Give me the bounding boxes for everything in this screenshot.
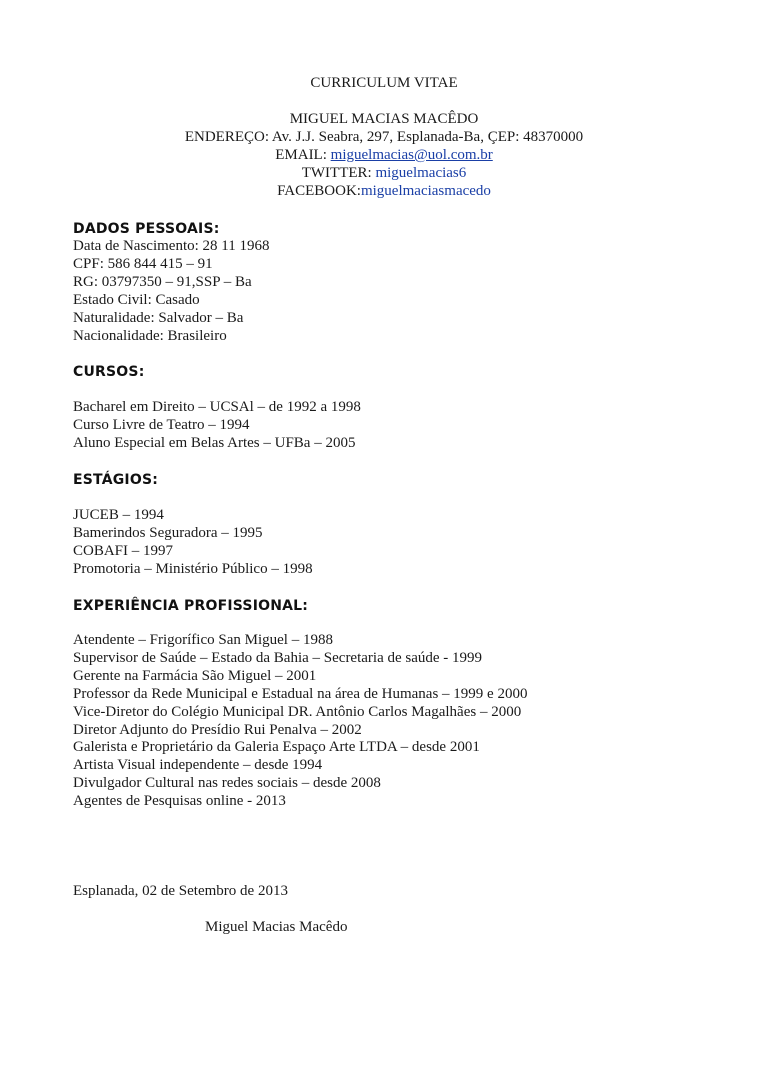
facebook-line — [0, 182, 768, 200]
list-item: Naturalidade: Salvador – Ba — [73, 309, 244, 326]
section-heading-courses: CURSOS: — [73, 364, 145, 380]
twitter-handle: miguelmacias6 — [375, 165, 467, 181]
email-label: EMAIL: — [275, 147, 331, 163]
list-item: Galerista e Proprietário da Galeria Espaço Arte LTDA – desde 2001 — [73, 739, 480, 756]
experience-list — [73, 632, 527, 811]
email-link[interactable]: miguelmacias@uol.com.br — [330, 147, 493, 163]
list-item: Gerente na Farmácia São Miguel – 2001 — [73, 667, 317, 684]
document-title: CURRICULUM VITAE — [310, 75, 458, 91]
list-item: Nacionalidade: Brasileiro — [73, 327, 227, 344]
list-item: Diretor Adjunto do Presídio Rui Penalva – 2002 — [73, 721, 362, 738]
email-line — [0, 146, 768, 164]
list-item: Vice-Diretor do Colégio Municipal DR. Antônio Carlos Magalhães – 2000 — [73, 703, 522, 720]
list-item: Bamerindos Seguradora – 1995 — [73, 524, 263, 541]
list-item: Bacharel em Direito – UCSAl – de 1992 a 1998 — [73, 399, 361, 415]
list-item: CPF: 586 844 415 – 91 — [73, 255, 213, 272]
courses-list — [73, 399, 361, 453]
list-item: Professor da Rede Municipal e Estadual na área de Humanas – 1999 e 2000 — [73, 685, 528, 702]
facebook-handle: miguelmaciasmacedo — [360, 183, 491, 199]
list-item: Promotoria – Ministério Público – 1998 — [73, 560, 313, 577]
address-line: ENDEREÇO: Av. J.J. Seabra, 297, Esplanada-Ba, ÇEP: 48370000 — [184, 129, 584, 145]
list-item: Aluno Especial em Belas Artes – UFBa – 2005 — [73, 434, 356, 451]
signature-name: Miguel Macias Macêdo — [205, 919, 348, 935]
list-item: Curso Livre de Teatro – 1994 — [73, 416, 250, 433]
list-item: Atendente – Frigorífico San Miguel – 1988 — [73, 632, 333, 648]
internships-list — [73, 507, 313, 579]
person-name: MIGUEL MACIAS MACÊDO — [289, 111, 479, 127]
personal-data-list — [73, 238, 269, 345]
twitter-label: TWITTER: — [301, 165, 376, 181]
list-item: COBAFI – 1997 — [73, 542, 174, 559]
list-item: Divulgador Cultural nas redes sociais – desde 2008 — [73, 775, 381, 792]
list-item: RG: 03797350 – 91,SSP – Ba — [73, 273, 252, 290]
list-item: Agentes de Pesquisas online - 2013 — [73, 793, 286, 810]
list-item: Artista Visual independente – desde 1994 — [73, 757, 323, 774]
twitter-line — [0, 164, 768, 182]
list-item: JUCEB – 1994 — [73, 507, 164, 523]
list-item: Supervisor de Saúde – Estado da Bahia – Secretaria de saúde - 1999 — [73, 649, 483, 666]
list-item: Data de Nascimento: 28 11 1968 — [73, 238, 270, 254]
section-heading-internships: ESTÁGIOS: — [73, 472, 159, 488]
facebook-label: FACEBOOK: — [277, 183, 361, 199]
place-and-date: Esplanada, 02 de Setembro de 2013 — [73, 883, 288, 899]
section-heading-personal: DADOS PESSOAIS: — [73, 221, 220, 237]
section-heading-experience: EXPERIÊNCIA PROFISSIONAL: — [73, 598, 309, 614]
list-item: Estado Civil: Casado — [73, 291, 200, 308]
